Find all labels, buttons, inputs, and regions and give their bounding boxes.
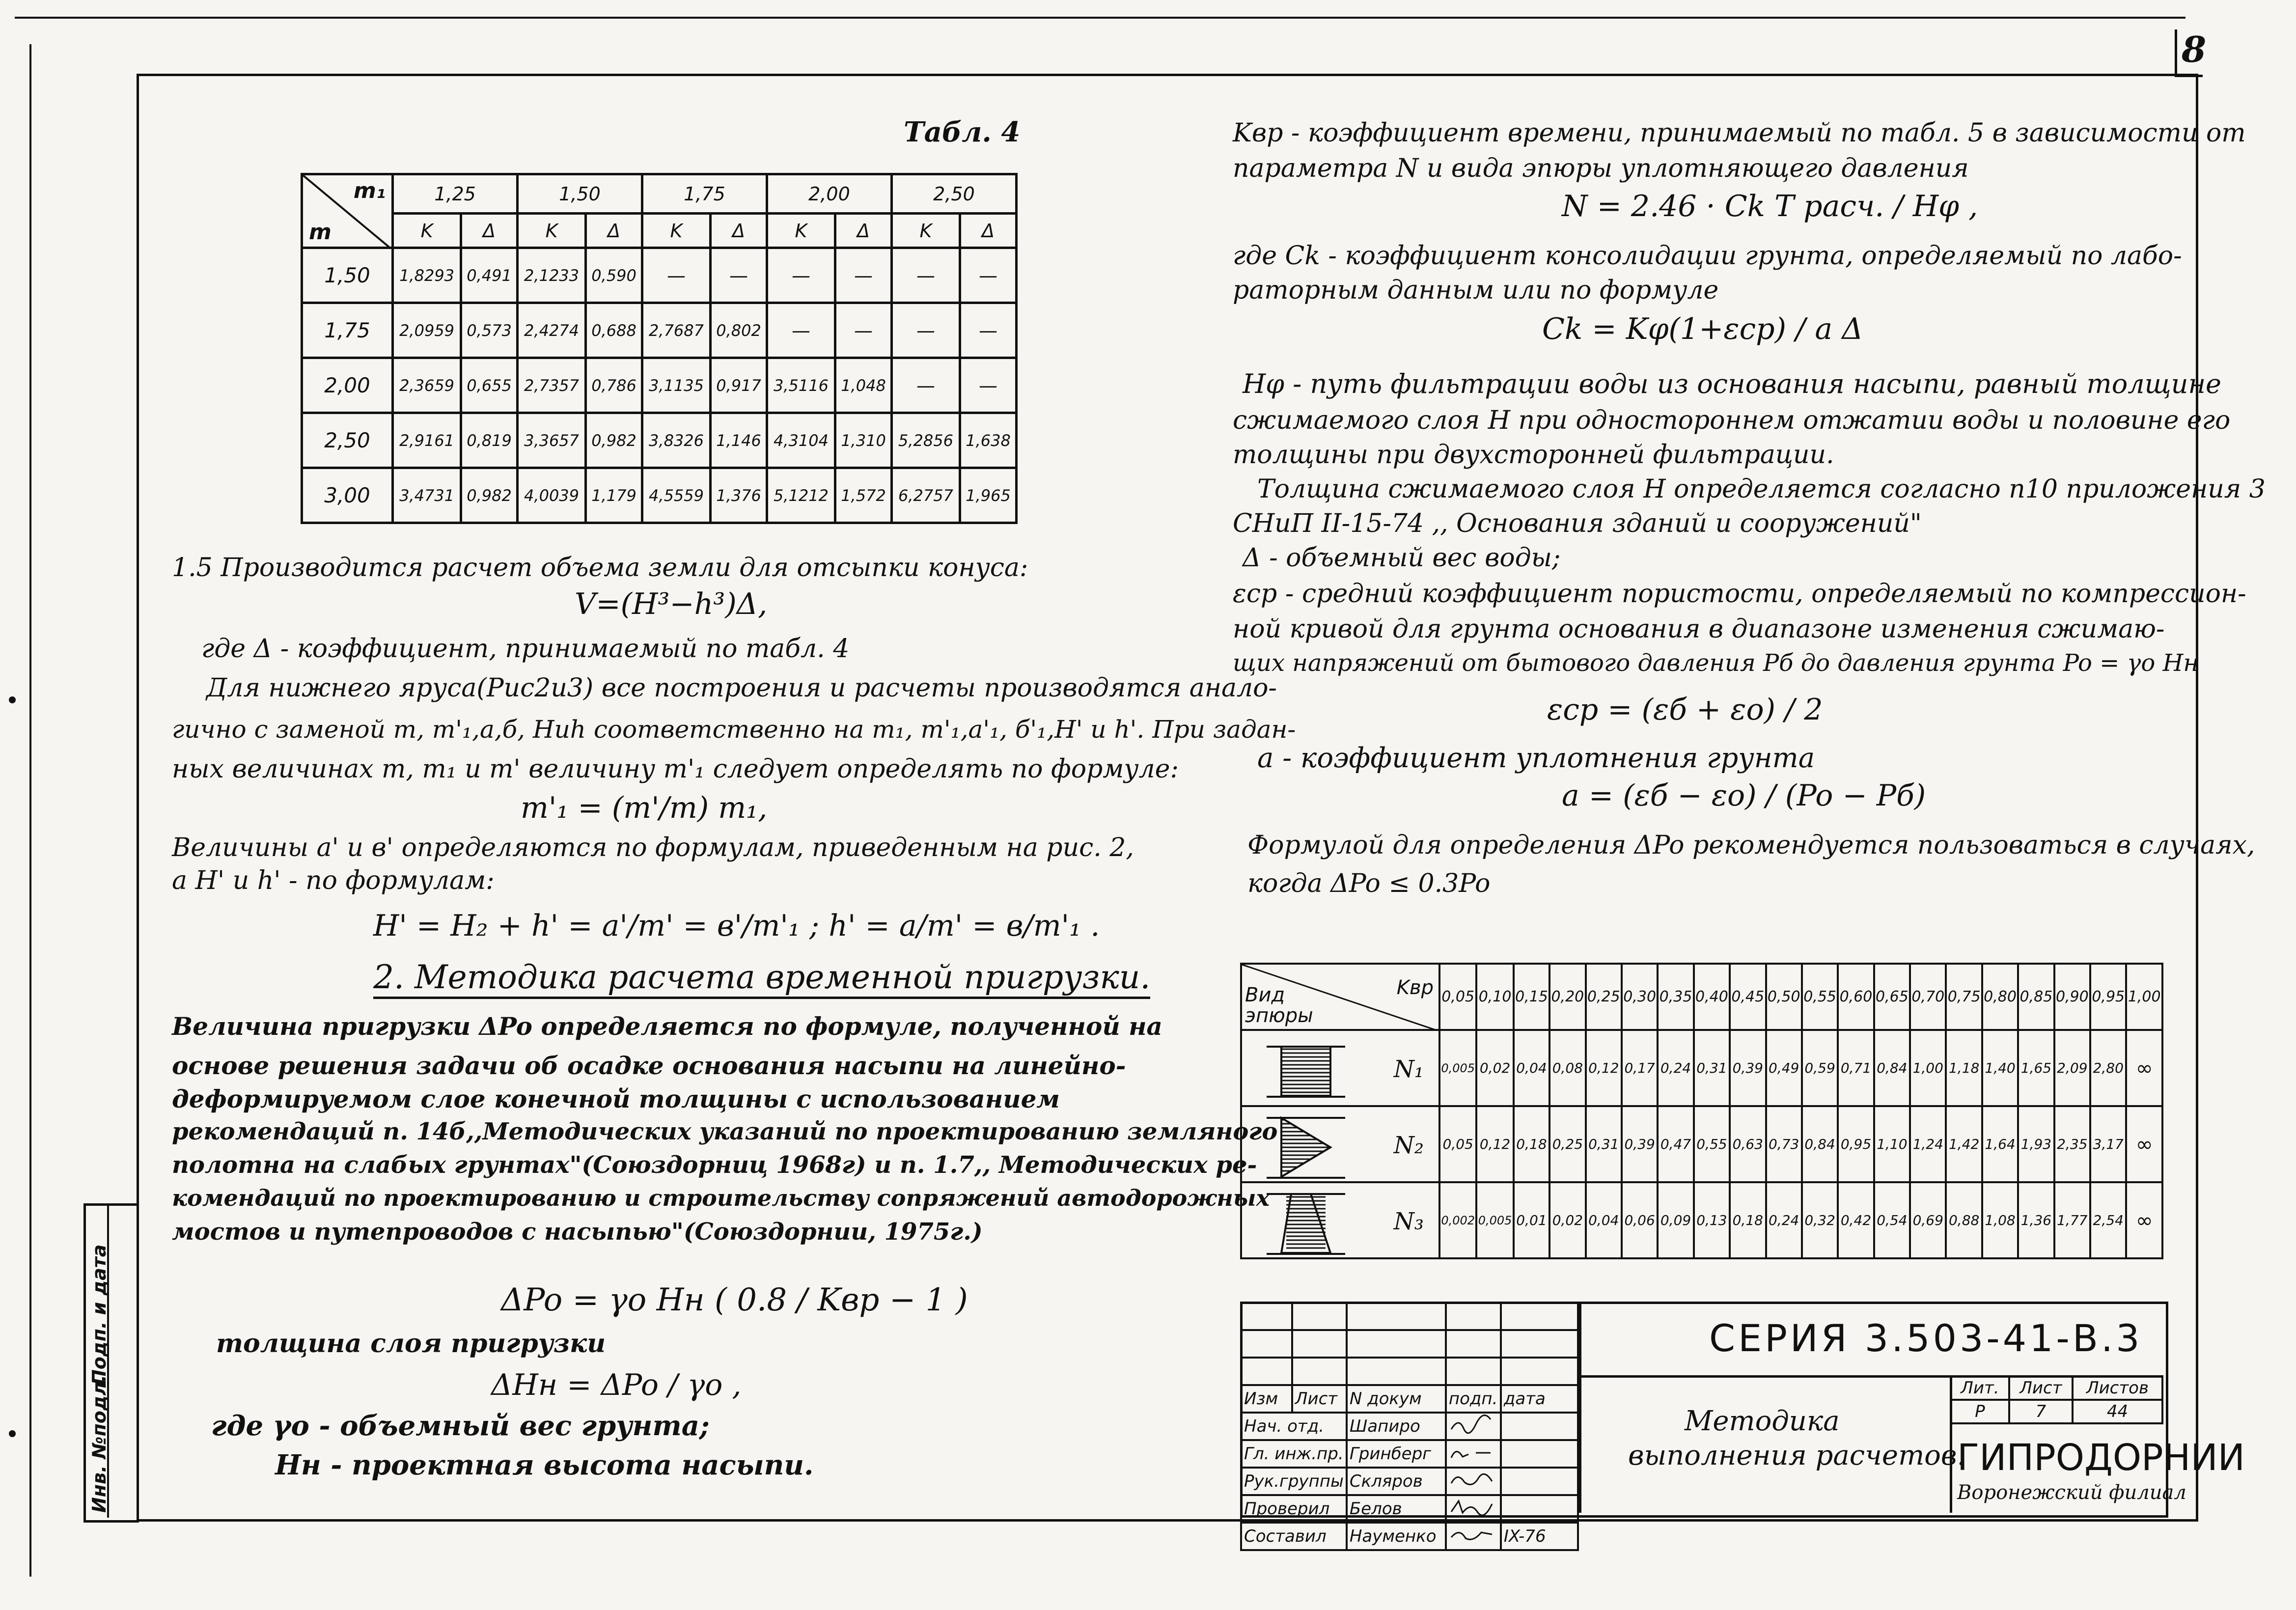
signature-icon — [1449, 1497, 1493, 1517]
table4-cell: 0,655 — [461, 358, 518, 413]
table5-kvr-header: 0,60 — [1838, 964, 1874, 1030]
stamp-sheet-info — [1950, 1375, 2163, 1424]
table5-cell: 0,12 — [1476, 1106, 1513, 1182]
table5-kvr-header: 0,65 — [1874, 964, 1910, 1030]
table5-cell: 0,42 — [1838, 1182, 1874, 1258]
table5-cell: 1,77 — [2054, 1182, 2090, 1258]
table4-cell: — — [960, 358, 1017, 413]
table5-cell: 2,09 — [2054, 1030, 2090, 1106]
table4-group-header: 2,50 — [891, 174, 1016, 214]
table4-cell: 2,1233 — [517, 248, 585, 303]
table5-cell: 0,73 — [1766, 1106, 1802, 1182]
formula-a: a = (εб − εo) / (Po − Pб) — [1562, 778, 1926, 813]
table5-cell: 1,36 — [2018, 1182, 2054, 1258]
table4-cell: — — [891, 303, 960, 358]
para-1-5: 1.5 Производится расчет объема земли для отсыпки конуса: — [172, 553, 1028, 583]
table5-cell: 1,42 — [1946, 1106, 1982, 1182]
table5-cell: 0,005 — [1476, 1182, 1513, 1258]
table5-cell: 1,40 — [1982, 1030, 2018, 1106]
punch-hole-mark — [9, 1430, 16, 1437]
table4-cell: — — [835, 303, 892, 358]
table5-cell: 0,05 — [1439, 1106, 1476, 1182]
table5-cell: 0,47 — [1658, 1106, 1693, 1182]
table4-cell: — — [835, 248, 892, 303]
table4-cell: — — [891, 358, 960, 413]
table5-epure-label: N₃ — [1393, 1208, 1424, 1235]
table4-group-header: 1,25 — [393, 174, 518, 214]
table5-cell: 1,18 — [1946, 1030, 1982, 1106]
table5-cell: 0,88 — [1946, 1182, 1982, 1258]
table5-kvr-header: 0,50 — [1766, 964, 1802, 1030]
design-height: Hн - проектная высота насыпи. — [275, 1449, 814, 1481]
table4-cell: — — [642, 248, 710, 303]
table4-group-header: 1,75 — [642, 174, 767, 214]
table5-cell: 0,39 — [1622, 1106, 1658, 1182]
table5-cell: 0,32 — [1802, 1182, 1838, 1258]
table4-cell: — — [767, 248, 835, 303]
para-2-line-6: комендаций по проектированию и строительству сопряжений автодорожных — [172, 1185, 1270, 1211]
table4-cell: 3,4731 — [393, 468, 461, 523]
table4-subheader: K — [642, 214, 710, 248]
stamp-date — [1501, 1495, 1578, 1523]
table5-kvr-header: 0,70 — [1910, 964, 1946, 1030]
table4-cell: 1,310 — [835, 413, 892, 468]
hf-line-1: Hφ - путь фильтрации воды из основания насыпи, равный толщине — [1243, 368, 2221, 399]
delta-water: Δ - объемный вес воды; — [1243, 543, 1561, 573]
table5-cell: 2,35 — [2054, 1106, 2090, 1182]
table5-cell: 0,18 — [1730, 1182, 1766, 1258]
stamp-list-head: Лист — [2009, 1376, 2073, 1400]
table4-cell: 3,8326 — [642, 413, 710, 468]
stamp-role: Проверил — [1241, 1495, 1347, 1523]
table4-cell: 2,0959 — [393, 303, 461, 358]
table4-cell: 0,491 — [461, 248, 518, 303]
table4-corner-m: m — [309, 220, 332, 245]
table5-cell: 0,02 — [1476, 1030, 1513, 1106]
table5-cell: 1,08 — [1982, 1182, 2018, 1258]
table5-row — [1241, 1030, 2162, 1106]
stamp-col-head: N докум — [1347, 1385, 1446, 1413]
where-delta: где Δ - коэффициент, принимаемый по табл. 4 — [201, 634, 850, 664]
table4-cell: 0,688 — [586, 303, 642, 358]
formula-ck: Ck = Kφ(1+εср) / a Δ — [1542, 312, 1863, 346]
table4-subheader: K — [767, 214, 835, 248]
stamp-listov-head: Листов — [2073, 1376, 2162, 1400]
formula-dh: ΔHн = ΔPo / γo , — [491, 1368, 742, 1402]
e-line-2: ной кривой для грунта основания в диапазоне изменения сжимаю- — [1233, 614, 2165, 644]
formula-m1: m'₁ = (m'/m) m₁, — [521, 791, 768, 825]
table4-cell: — — [960, 303, 1017, 358]
table5-head-vid: Вид эпюры — [1245, 984, 1313, 1027]
stamp-branch: Воронежский филиал — [1957, 1481, 2186, 1504]
table5-cell: 0,17 — [1622, 1030, 1658, 1106]
table4-group-header: 2,00 — [767, 174, 891, 214]
table4-cell: 1,8293 — [393, 248, 461, 303]
table5-kvr-header: 0,20 — [1549, 964, 1585, 1030]
table5-cell: 2,54 — [2090, 1182, 2126, 1258]
table5-cell: 3,17 — [2090, 1106, 2126, 1182]
signature-icon — [1449, 1442, 1493, 1462]
table4-cell: 1,638 — [960, 413, 1017, 468]
table4-cell: 1,179 — [586, 468, 642, 523]
table4-row — [302, 413, 1017, 468]
hf-line-2: сжимаемого слоя H при одностороннем отжатии воды и половине его — [1233, 406, 2231, 435]
table4-subheader: K — [517, 214, 585, 248]
table4-cell: 2,7357 — [517, 358, 585, 413]
table5-cell: 0,002 — [1439, 1182, 1476, 1258]
table5-cell: 0,95 — [1838, 1106, 1874, 1182]
table4-group-header: 1,50 — [517, 174, 642, 214]
table5-cell: ∞ — [2126, 1030, 2162, 1106]
table4-subheader: Δ — [960, 214, 1017, 248]
stamp-name: Шапиро — [1347, 1413, 1446, 1440]
table5-cell: 0,04 — [1586, 1182, 1622, 1258]
table5-cell: ∞ — [2126, 1182, 2162, 1258]
table5-kvr-header: 0,75 — [1946, 964, 1982, 1030]
table4-cell: 2,4274 — [517, 303, 585, 358]
stamp-title-2: выполнения расчетов. — [1628, 1440, 1966, 1471]
table4-corner — [302, 174, 393, 248]
stamp-date — [1501, 1413, 1578, 1440]
stamp-col-head: подп. — [1446, 1385, 1501, 1413]
table4-cell: 1,965 — [960, 468, 1017, 523]
table4-subheader: Δ — [711, 214, 767, 248]
table5-cell: ∞ — [2126, 1106, 2162, 1182]
a-definition: a - коэффициент уплотнения грунта — [1257, 742, 1815, 774]
stamp-date: IX-76 — [1501, 1523, 1578, 1550]
table4-cell: 4,5559 — [642, 468, 710, 523]
table4-cell: 0,573 — [461, 303, 518, 358]
stamp-col-head: Изм — [1241, 1385, 1292, 1413]
section-2-title: 2. Методика расчета временной пригрузки. — [373, 958, 1150, 999]
table5-cell: 0,25 — [1549, 1106, 1585, 1182]
table4-row — [302, 358, 1017, 413]
para-values-1: Величины a' и в' определяются по формулам, приведенным на рис. 2, — [172, 833, 1134, 862]
table4-row-m: 3,00 — [302, 468, 393, 523]
table5-kvr-header: 0,10 — [1476, 964, 1513, 1030]
table4 — [301, 173, 1018, 524]
table4-cell: 0,819 — [461, 413, 518, 468]
table5-cell: 0,59 — [1802, 1030, 1838, 1106]
table4-cell: 1,376 — [711, 468, 767, 523]
table4-cell: 0,590 — [586, 248, 642, 303]
table5-kvr-header: 0,35 — [1658, 964, 1693, 1030]
para-2-line-3: деформируемом слое конечной толщины с использованием — [172, 1084, 1060, 1113]
table5-epure-cell — [1241, 1030, 1439, 1106]
stamp-role: Нач. отд. — [1241, 1413, 1347, 1440]
table5-cell: 0,02 — [1549, 1182, 1585, 1258]
table5-kvr-header: 0,80 — [1982, 964, 2018, 1030]
table4-cell: 0,982 — [586, 413, 642, 468]
stamp-col-head: Лист — [1292, 1385, 1347, 1413]
table5-kvr-header: 0,90 — [2054, 964, 2090, 1030]
para-2-line-1: Величина пригрузки ΔPo определяется по формуле, полученной на — [172, 1012, 1162, 1041]
table5-cell: 0,31 — [1586, 1106, 1622, 1182]
table5-epure-cell — [1241, 1106, 1439, 1182]
table5-epure-label: N₂ — [1393, 1132, 1424, 1159]
table4-subheader: K — [393, 214, 461, 248]
table5-cell: 0,005 — [1439, 1030, 1476, 1106]
table4-cell: 5,1212 — [767, 468, 835, 523]
formula-n: N = 2.46 · Ck T расч. / Hφ , — [1562, 189, 1978, 223]
stamp-signature — [1446, 1440, 1501, 1468]
page-number: 8 — [2182, 28, 2207, 70]
stamp-name: Белов — [1347, 1495, 1446, 1523]
table5-cell: 0,18 — [1514, 1106, 1549, 1182]
table4-cell: 0,982 — [461, 468, 518, 523]
table4-row-m: 1,75 — [302, 303, 393, 358]
table4-subheader: Δ — [461, 214, 518, 248]
para-values-2: а H' и h' - по формулам: — [172, 866, 495, 895]
table4-corner-m1: m₁ — [353, 178, 386, 203]
para-lower-1: Для нижнего яруса(Рис2и3) все построения и расчеты производятся анало- — [206, 673, 1277, 703]
table4-cell: 0,786 — [586, 358, 642, 413]
table5-cell: 2,80 — [2090, 1030, 2126, 1106]
table5-cell: 0,12 — [1586, 1030, 1622, 1106]
table4-caption: Табл. 4 — [904, 116, 1021, 148]
table4-cell: — — [767, 303, 835, 358]
table4-row-m: 2,00 — [302, 358, 393, 413]
signature-icon — [1449, 1470, 1493, 1489]
epure-triangle-icon — [1252, 1108, 1360, 1182]
table5-epure-label: N₁ — [1393, 1055, 1424, 1083]
table4-cell: 2,9161 — [393, 413, 461, 468]
table4-cell: 3,3657 — [517, 413, 585, 468]
signature-icon — [1449, 1525, 1493, 1544]
table5-cell: 1,10 — [1874, 1106, 1910, 1182]
para-2-line-4: рекомендаций п. 14б,,Методических указаний по проектированию земляного — [172, 1118, 1278, 1145]
table4-cell: 1,572 — [835, 468, 892, 523]
formula-volume: V=(H³−h³)Δ, — [575, 587, 768, 621]
table4-subheader: K — [891, 214, 960, 248]
table5-cell: 1,65 — [2018, 1030, 2054, 1106]
table5-cell: 0,06 — [1622, 1182, 1658, 1258]
stamp-role: Составил — [1241, 1523, 1347, 1550]
stamp-signature — [1446, 1523, 1501, 1550]
stamp-col-head: дата — [1501, 1385, 1578, 1413]
table5-cell: 0,54 — [1874, 1182, 1910, 1258]
table5-cell: 0,84 — [1802, 1106, 1838, 1182]
table4-row — [302, 303, 1017, 358]
table5-cell: 0,09 — [1658, 1182, 1693, 1258]
table5-kvr-header: 0,55 — [1802, 964, 1838, 1030]
table5-kvr-header: 0,05 — [1439, 964, 1476, 1030]
table5-cell: 1,00 — [1910, 1030, 1946, 1106]
para-lower-3: ных величинах m, m₁ и m' величину m'₁ следует определять по формуле: — [172, 754, 1179, 784]
table4-cell: — — [891, 248, 960, 303]
table5-cell: 0,71 — [1838, 1030, 1874, 1106]
side-label-inv: Инв. №подл. — [88, 1375, 110, 1513]
table5-kvr-header: 0,30 — [1622, 964, 1658, 1030]
stamp-date — [1501, 1468, 1578, 1495]
table4-cell: 3,5116 — [767, 358, 835, 413]
stamp-date — [1501, 1440, 1578, 1468]
stamp-signature — [1446, 1413, 1501, 1440]
table4-subheader: Δ — [835, 214, 892, 248]
para-2-line-5: полотна на слабых грунтах"(Союздорниц 1968г) и п. 1.7,, Методических ре- — [172, 1151, 1257, 1179]
stamp-signature — [1446, 1468, 1501, 1495]
table5-kvr-header: 0,85 — [2018, 964, 2054, 1030]
table5-cell: 0,39 — [1730, 1030, 1766, 1106]
table4-cell: 0,802 — [711, 303, 767, 358]
table5-kvr-header: 0,45 — [1730, 964, 1766, 1030]
table5-epure-cell — [1241, 1182, 1439, 1258]
thickness-label: толщина слоя пригрузки — [216, 1329, 606, 1359]
table5-cell: 0,24 — [1766, 1182, 1802, 1258]
hf-line-3: толщины при двухсторонней фильтрации. — [1233, 440, 1834, 470]
table5-kvr-header: 0,25 — [1586, 964, 1622, 1030]
stamp-name: Науменко — [1347, 1523, 1446, 1550]
thickness-line-2: СНиП II-15-74 ,, Основания зданий и сооружений" — [1233, 509, 1922, 538]
use-line-2: когда ΔPo ≤ 0.3Po — [1247, 869, 1491, 898]
stamp-series: СЕРИЯ 3.503-41-В.3 — [1709, 1316, 2143, 1360]
table5-cell: 0,63 — [1730, 1106, 1766, 1182]
stamp-name: Гринберг — [1347, 1440, 1446, 1468]
left-edge-line — [29, 44, 31, 1577]
table5-cell: 0,13 — [1694, 1182, 1730, 1258]
table5-kvr-header: 1,00 — [2126, 964, 2162, 1030]
table5-cell: 0,08 — [1549, 1030, 1585, 1106]
table4-subheader: Δ — [586, 214, 642, 248]
stamp-lit: Р — [1951, 1400, 2009, 1423]
table4-cell: — — [960, 248, 1017, 303]
formula-h: H' = H₂ + h' = a'/m' = в'/m'₁ ; h' = a/m' = в/m'₁ . — [373, 909, 1100, 943]
ck-line-2: раторным данным или по формуле — [1233, 276, 1719, 305]
table5-cell: 0,69 — [1910, 1182, 1946, 1258]
table5-cell: 0,24 — [1658, 1030, 1693, 1106]
side-label-podp: Подп. и дата — [88, 1244, 110, 1385]
thickness-line-1: Толщина сжимаемого слоя H определяется согласно п10 приложения 3 — [1257, 474, 2266, 504]
punch-hole-mark — [9, 696, 16, 703]
table4-cell: 5,2856 — [891, 413, 960, 468]
table4-cell: 1,146 — [711, 413, 767, 468]
table5-kvr-header: 0,95 — [2090, 964, 2126, 1030]
table4-cell: 2,3659 — [393, 358, 461, 413]
stamp-org: ГИПРОДОРНИИ — [1957, 1437, 2245, 1479]
para-2-line-2: основе решения задачи об осадке основания насыпи на линейно- — [172, 1051, 1126, 1080]
stamp-name: Скляров — [1347, 1468, 1446, 1495]
para-lower-2: гично с заменой m, m'₁,a,б, Hиh соответственно на m₁, m'₁,a'₁, б'₁,H' и h'. При задан- — [172, 715, 1296, 744]
table4-cell: 2,7687 — [642, 303, 710, 358]
table4-row-m: 2,50 — [302, 413, 393, 468]
table5-row — [1241, 1106, 2162, 1182]
table4-row — [302, 468, 1017, 523]
stamp-listov: 44 — [2073, 1400, 2162, 1423]
table5-cell: 0,04 — [1514, 1030, 1549, 1106]
table4-cell: — — [711, 248, 767, 303]
table5-row — [1241, 1182, 2162, 1258]
table5-cell: 1,64 — [1982, 1106, 2018, 1182]
top-border-line — [15, 17, 2185, 19]
stamp-title-1: Методика — [1685, 1405, 1840, 1437]
table4-row-m: 1,50 — [302, 248, 393, 303]
e-line-3: щих напряжений от бытового давления Pб до давления грунта Po = γo Hн — [1233, 649, 2199, 677]
para-2-line-7: мостов и путепроводов с насыпью"(Союздорнии, 1975г.) — [172, 1218, 983, 1246]
stamp-lit-head: Лит. — [1951, 1376, 2009, 1400]
stamp-signature — [1446, 1495, 1501, 1523]
where-gamma: где γo - объемный вес грунта; — [211, 1410, 710, 1442]
table5-cell: 1,93 — [2018, 1106, 2054, 1182]
table5-cell: 0,01 — [1514, 1182, 1549, 1258]
stamp-role: Гл. инж.пр. — [1241, 1440, 1347, 1468]
table5-cell: 0,31 — [1694, 1030, 1730, 1106]
table4-row — [302, 248, 1017, 303]
stamp-divider-vertical — [1579, 1302, 1581, 1513]
table4-cell: 4,3104 — [767, 413, 835, 468]
formula-dp: ΔPo = γo Hн ( 0.8 / Kвр − 1 ) — [501, 1282, 968, 1318]
table5-cell: 0,55 — [1694, 1106, 1730, 1182]
kvr-line-2: параметра N и вида эпюры уплотняющего давления — [1233, 154, 1969, 183]
use-line-1: Формулой для определения ΔPo рекомендуется пользоваться в случаях, — [1247, 831, 2255, 860]
stamp-role: Рук.группы — [1241, 1468, 1347, 1495]
table4-cell: 4,0039 — [517, 468, 585, 523]
epure-trapezoid-icon — [1252, 1184, 1360, 1258]
ck-line-1: где Ck - коэффициент консолидации грунта, определяемый по лабо- — [1233, 241, 2182, 271]
formula-e: εср = (εб + εo) / 2 — [1547, 693, 1823, 727]
table5-cell: 0,49 — [1766, 1030, 1802, 1106]
table5-corner — [1241, 964, 1439, 1030]
e-line-1: εср - средний коэффициент пористости, определяемый по компрессион- — [1233, 579, 2246, 609]
table5 — [1240, 963, 2163, 1259]
table4-cell: 1,048 — [835, 358, 892, 413]
table5-cell: 1,24 — [1910, 1106, 1946, 1182]
table5-kvr-header: 0,40 — [1694, 964, 1730, 1030]
stamp-signatures — [1240, 1302, 1579, 1551]
signature-icon — [1449, 1415, 1493, 1434]
stamp-list: 7 — [2009, 1400, 2073, 1423]
table4-cell: 0,917 — [711, 358, 767, 413]
kvr-line-1: Kвр - коэффициент времени, принимаемый по табл. 5 в зависимости от — [1233, 118, 2246, 148]
table5-cell: 0,84 — [1874, 1030, 1910, 1106]
table5-head-kvr: Kвр — [1396, 976, 1434, 999]
table5-kvr-header: 0,15 — [1514, 964, 1549, 1030]
epure-rectangle-icon — [1252, 1032, 1360, 1106]
table4-cell: 6,2757 — [891, 468, 960, 523]
table4-cell: 3,1135 — [642, 358, 710, 413]
